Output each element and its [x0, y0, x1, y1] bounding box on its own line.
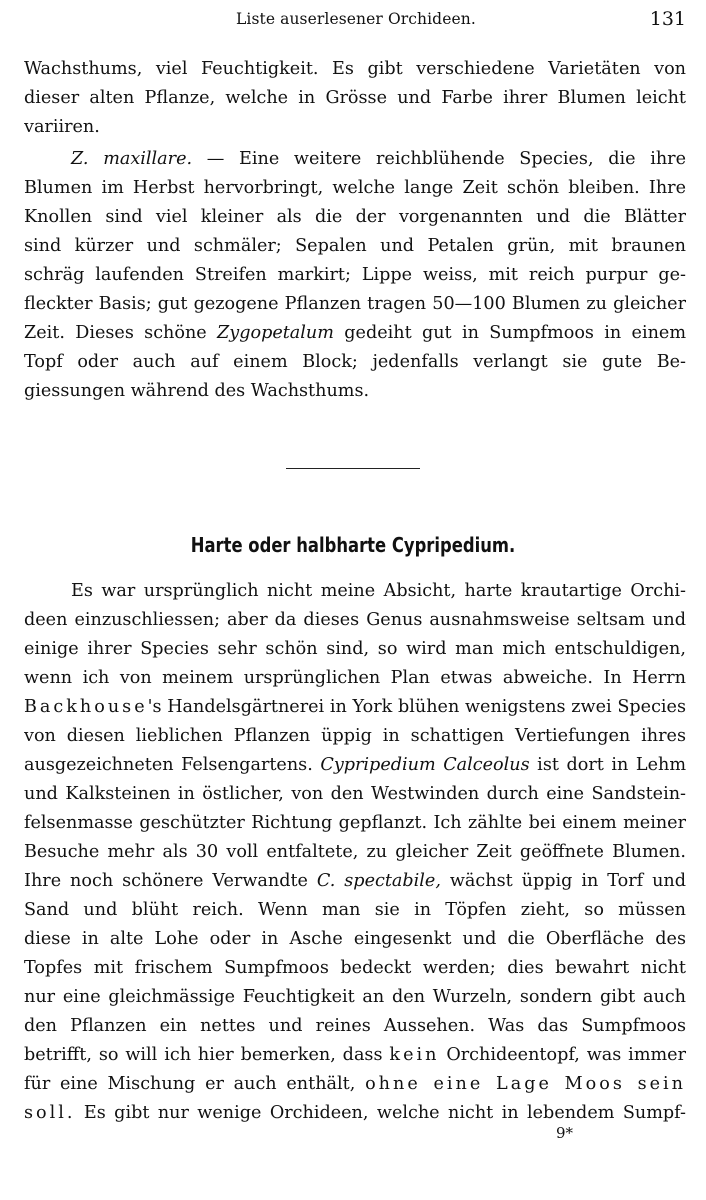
- text-line: dieser alten Pflanze, welche in Grösse und Farbe ihrer Blumen leicht: [24, 88, 686, 108]
- text-line: Z. maxillare. — Eine weitere reichblühende Species, die ihre: [71, 149, 686, 169]
- text-line: felsenmasse geschützter Richtung gepflanzt. Ich zählte bei einem meiner: [24, 813, 686, 833]
- text-line: Knollen sind viel kleiner als die der vorgenannten und die Blätter: [24, 207, 686, 227]
- genus-name: Zygopetalum: [217, 323, 334, 343]
- species-name: Z. maxillare.: [71, 149, 193, 169]
- text-line: Wachsthums, viel Feuchtigkeit. Es gibt verschiedene Varietäten von: [24, 59, 686, 79]
- spaced-word: soll.: [24, 1103, 76, 1123]
- text-line: diese in alte Lohe oder in Asche eingesenkt und die Oberfläche des: [24, 929, 686, 949]
- text-line: und Kalksteinen in östlicher, von den Westwinden durch eine Sandstein-: [24, 784, 686, 804]
- text-line: Sand und blüht reich. Wenn man sie in Töpfen zieht, so müssen: [24, 900, 686, 920]
- species-name: C. spectabile,: [316, 871, 441, 891]
- text-line: fleckter Basis; gut gezogene Pflanzen tragen 50—100 Blumen zu gleicher: [24, 294, 686, 314]
- text-line: Es war ursprünglich nicht meine Absicht, harte krautartige Orchi-: [71, 581, 686, 601]
- text-line: Zeit. Dieses schöne Zygopetalum gedeiht gut in Sumpfmoos in einem: [24, 323, 686, 343]
- text-line: soll. Es gibt nur wenige Orchideen, welche nicht in lebendem Sumpf-: [24, 1103, 686, 1123]
- section-heading: Harte oder halbharte Cypripedium.: [190, 533, 516, 557]
- page-number: 131: [649, 8, 686, 30]
- text-line: den Pflanzen ein nettes und reines Aussehen. Was das Sumpfmoos: [24, 1016, 686, 1036]
- text-line: Topfes mit frischem Sumpfmoos bedeckt werden; dies bewahrt nicht: [24, 958, 686, 978]
- text-line: Backhouse's Handelsgärtnerei in York blühen wenigstens zwei Species: [24, 697, 686, 717]
- text-line: von diesen lieblichen Pflanzen üppig in schattigen Vertiefungen ihres: [24, 726, 686, 746]
- running-head: Liste auserlesener Orchideen.: [236, 10, 476, 28]
- spaced-word: kein: [389, 1045, 440, 1065]
- signature-mark: 9*: [556, 1124, 574, 1142]
- species-name: Cypripedium Calceolus: [320, 755, 530, 775]
- text-line: Topf oder auch auf einem Block; jedenfalls verlangt sie gute Be-: [24, 352, 686, 372]
- text-line: schräg laufenden Streifen markirt; Lippe weiss, mit reich purpur ge-: [24, 265, 686, 285]
- text-line: betrifft, so will ich hier bemerken, dass kein Orchideentopf, was immer: [24, 1045, 686, 1065]
- text-line: Besuche mehr als 30 voll entfaltete, zu gleicher Zeit geöffnete Blumen.: [24, 842, 686, 862]
- text-line: für eine Mischung er auch enthält, ohne eine Lage Moos sein: [24, 1074, 686, 1094]
- text-line: wenn ich von meinem ursprünglichen Plan etwas abweiche. In Herrn: [24, 668, 686, 688]
- spaced-phrase: ohne eine Lage Moos sein: [365, 1074, 686, 1094]
- text-line: ausgezeichneten Felsengartens. Cypripedium Calceolus ist dort in Lehm: [24, 755, 686, 775]
- text-line: Blumen im Herbst hervorbringt, welche lange Zeit schön bleiben. Ihre: [24, 178, 686, 198]
- text-line: sind kürzer und schmäler; Sepalen und Petalen grün, mit braunen: [24, 236, 686, 256]
- text-line: Ihre noch schönere Verwandte C. spectabile, wächst üppig in Torf und: [24, 871, 686, 891]
- text-line: variiren.: [24, 117, 100, 137]
- page-header: [0, 6, 706, 36]
- text-line: nur eine gleichmässige Feuchtigkeit an den Wurzeln, sondern gibt auch: [24, 987, 686, 1007]
- spaced-name: Backhouse: [24, 697, 148, 717]
- text-line: giessungen während des Wachsthums.: [24, 381, 370, 401]
- text-line: deen einzuschliessen; aber da dieses Genus ausnahmsweise seltsam und: [24, 610, 686, 630]
- section-divider: [286, 468, 420, 469]
- text-line: einige ihrer Species sehr schön sind, so wird man mich entschuldigen,: [24, 639, 686, 659]
